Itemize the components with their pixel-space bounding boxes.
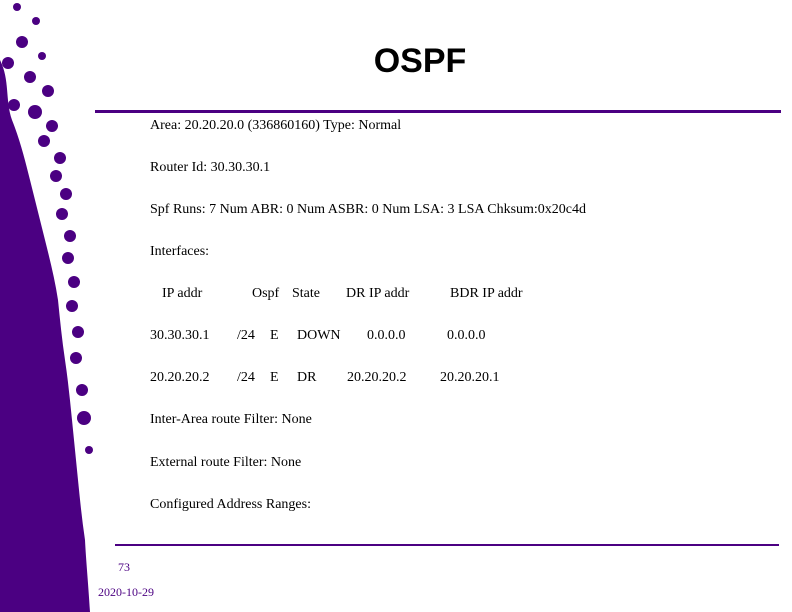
- header-ospf: Ospf: [252, 286, 280, 301]
- header-ip-addr: IP addr: [162, 286, 203, 301]
- row2-type: E: [270, 370, 279, 385]
- footer-rule: [115, 544, 779, 546]
- row1-type: E: [270, 328, 279, 343]
- slide-date: 2020-10-29: [98, 585, 154, 599]
- page-number: 73: [118, 560, 130, 574]
- row1-mask: /24: [237, 328, 255, 343]
- row2-bdr: 20.20.20.1: [440, 370, 500, 385]
- header-dr-ip-addr: DR IP addr: [346, 286, 410, 301]
- title-rule: [95, 110, 781, 113]
- row2-dr: 20.20.20.2: [347, 370, 407, 385]
- row1-state: DOWN: [297, 328, 341, 343]
- router-id-line: Router Id: 30.30.30.1: [150, 160, 271, 175]
- external-filter-line: External route Filter: None: [150, 455, 302, 470]
- row1-bdr: 0.0.0.0: [447, 328, 486, 343]
- header-state: State: [292, 286, 320, 301]
- header-bdr-ip-addr: BDR IP addr: [450, 286, 523, 301]
- row2-ip: 20.20.20.2: [150, 370, 210, 385]
- decorative-dotted-border: [0, 0, 140, 612]
- row1-ip: 30.30.30.1: [150, 328, 210, 343]
- spf-line: Spf Runs: 7 Num ABR: 0 Num ASBR: 0 Num LSA: 3 LSA Chksum:0x20c4d: [150, 202, 587, 217]
- area-line: Area: 20.20.20.0 (336860160) Type: Normal: [150, 118, 402, 133]
- inter-area-filter-line: Inter-Area route Filter: None: [150, 412, 312, 427]
- row2-mask: /24: [237, 370, 255, 385]
- row1-dr: 0.0.0.0: [367, 328, 406, 343]
- address-ranges-line: Configured Address Ranges:: [150, 497, 311, 512]
- slide-title: OSPF: [373, 42, 467, 80]
- interfaces-label: Interfaces:: [150, 244, 210, 259]
- row2-state: DR: [297, 370, 317, 385]
